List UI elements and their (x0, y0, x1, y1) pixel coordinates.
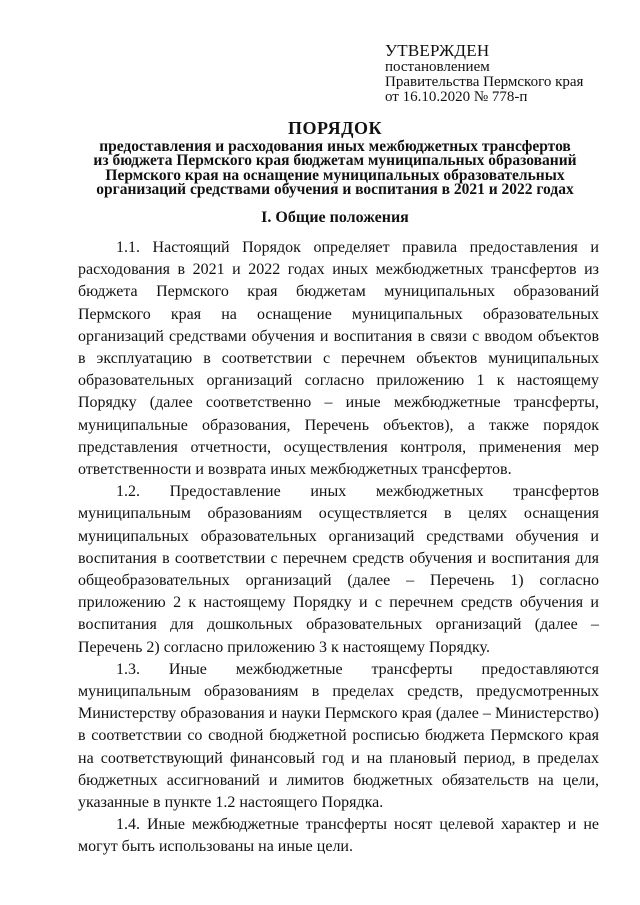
paragraph-1-1: 1.1. Настоящий Порядок определяет правила предоставления и расходования в 2021 и 2022 годах иных межбюджетных трансфертов из бюджета Пермского края бюджетам муниципальных образований Пермского края на оснащение муниципальных образовательных организаций средствами обучения и воспитания в связи с вводом объектов в эксплуатацию в соответствии с перечнем объектов муниципальных образовательных организаций согласно приложению 1 к настоящему Порядку (далее соответственно – иные межбюджетные трансферты, муниципальные образования, Перечень объектов), а также порядок представления отчетности, осуществления контроля, применения мер ответственности и возврата иных межбюджетных трансфертов. (78, 239, 599, 479)
subtitle-line: организаций средствами обучения и воспитания в 2021 и 2022 годах (96, 180, 574, 198)
subtitle-line: предоставления и расходования иных межбюджетных трансфертов (99, 138, 571, 155)
approval-line: Правительства Пермского края (385, 74, 584, 90)
approval-date-number: от 16.10.2020 № 778-п (385, 89, 528, 105)
document-subtitle (70, 140, 600, 197)
approval-stamp (385, 42, 625, 105)
subtitle-line: Пермского края на оснащение муниципальных образовательных (105, 166, 565, 184)
paragraph-1-3: 1.3. Иные межбюджетные трансферты предоставляются муниципальным образованиям в пределах средств, предусмотренных Министерству образования и науки Пермского края (далее – Министерство) в соответствии со сводной бюджетной росписью бюджета Пермского края на соответствующий финансовый год и на плановый период, в пределах бюджетных ассигнований и лимитов бюджетных обязательств на цели, указанные в пункте 1.2 настоящего Порядка. (78, 660, 599, 812)
paragraph-1-2: 1.2. Предоставление иных межбюджетных трансфертов муниципальным образованиям осуществляется в целях оснащения муниципальных образовательных организаций средствами обучения и воспитания в соответствии с перечнем средств обучения и воспитания для общеобразовательных организаций (далее – Перечень 1) согласно приложению 2 к настоящему Порядку и с перечнем средств обучения и воспитания для дошкольных образовательных организаций (далее – Перечень 2) согласно приложению 3 к настоящему Порядку. (78, 483, 599, 656)
document-title: ПОРЯДОК (287, 118, 383, 138)
paragraph-1-4: 1.4. Иные межбюджетные трансферты носят целевой характер и не могут быть использованы на иные цели. (78, 816, 599, 856)
section-heading: I. Общие положения (261, 209, 409, 226)
document-body (78, 237, 599, 859)
subtitle-line: из бюджета Пермского края бюджетам муниципальных образований (93, 152, 577, 170)
approval-line: постановлением (385, 59, 490, 75)
approval-heading: УТВЕРЖДЕН (385, 41, 490, 60)
